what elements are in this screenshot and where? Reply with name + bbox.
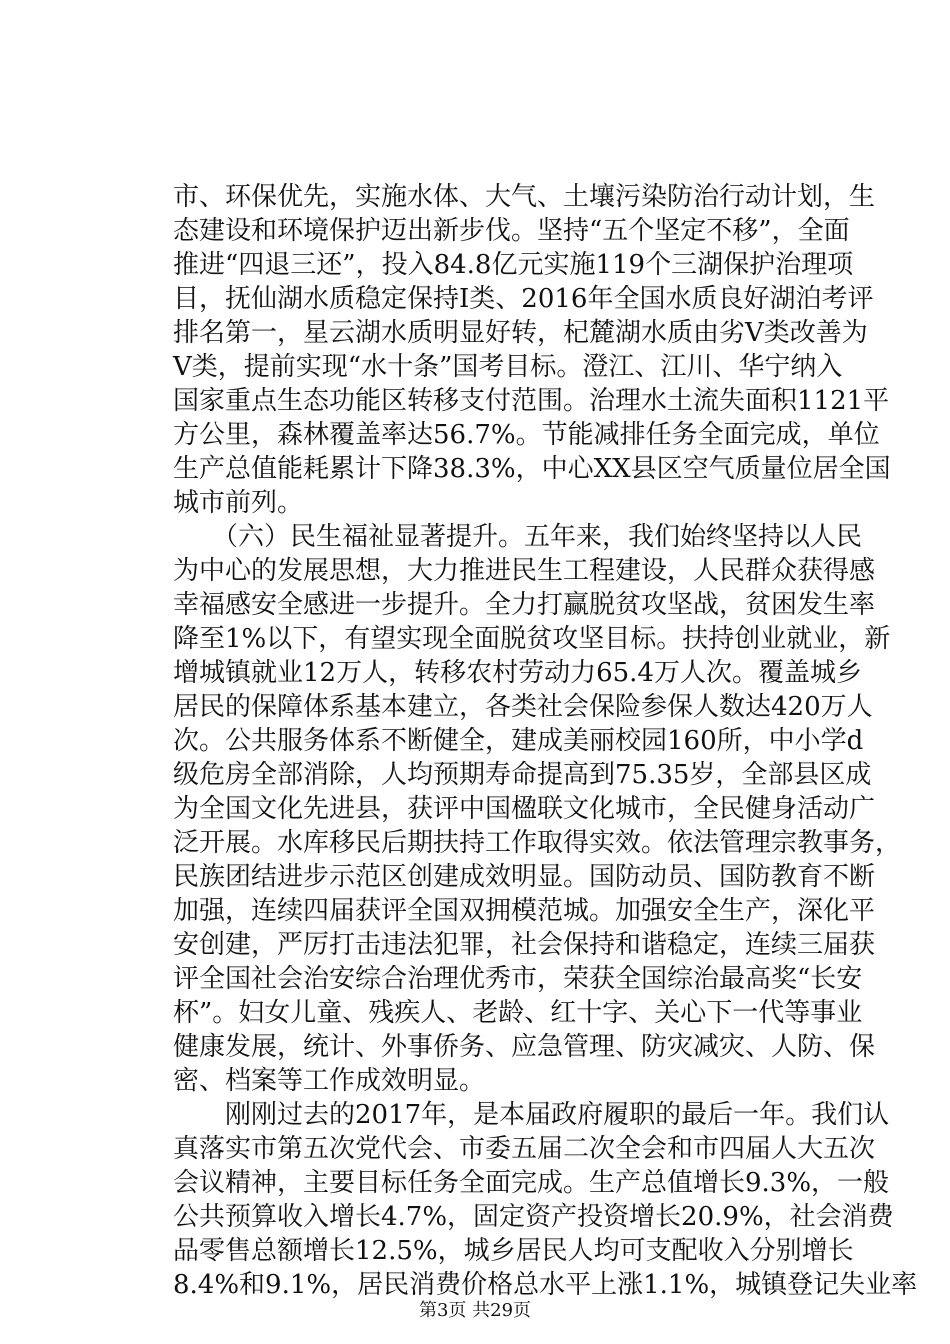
page-number-footer: 第3页 共29页 (418, 1300, 532, 1321)
text-line: 国家重点生态功能区转移支付范围。治理水土流失面积1121平 (173, 386, 890, 416)
text-line: 加强，连续四届获评全国双拥模范城。加强安全生产，深化平 (173, 896, 876, 926)
text-line: （六）民生福祉显著提升。五年来，我们始终坚持以人民 (173, 522, 863, 552)
text-line: 生产总值能耗累计下降38.3%，中心XX县区空气质量位居全国 (173, 454, 891, 484)
text-line: 8.4%和9.1%，居民消费价格总水平上涨1.1%，城镇登记失业率 (173, 1270, 918, 1300)
text-line: 健康发展，统计、外事侨务、应急管理、防灾减灾、人防、保 (173, 1032, 876, 1062)
text-line: 杯”。妇女儿童、残疾人、老龄、红十字、关心下一代等事业 (173, 998, 863, 1028)
text-line: 真落实市第五次党代会、市委五届二次全会和市四届人大五次 (173, 1134, 876, 1164)
text-line: 方公里，森林覆盖率达56.7%。节能减排任务全面完成，单位 (173, 420, 880, 450)
text-line: 级危房全部消除，人均预期寿命提高到75.35岁，全部县区成 (173, 760, 872, 790)
text-line: 目，抚仙湖水质稳定保持Ⅰ类、2016年全国水质良好湖泊考评 (173, 284, 874, 314)
text-line: 民族团结进步示范区创建成效明显。国防动员、国防教育不断 (173, 862, 876, 892)
text-line: 居民的保障体系基本建立，各类社会保险参保人数达420万人 (173, 692, 873, 722)
text-line: 次。公共服务体系不断健全，建成美丽校园160所，中小学d (173, 726, 864, 756)
text-line: 为中心的发展思想，大力推进民生工程建设，人民群众获得感 (173, 556, 876, 586)
text-line: 为全国文化先进县，获评中国楹联文化城市，全民健身活动广 (173, 794, 876, 824)
text-line: 刚刚过去的2017年，是本届政府履职的最后一年。我们认 (173, 1100, 890, 1130)
text-line: 降至1%以下，有望实现全面脱贫攻坚目标。扶持创业就业，新 (173, 624, 891, 654)
text-line: 推进“四退三还”，投入84.8亿元实施119个三湖保护治理项 (173, 250, 854, 280)
text-line: 会议精神，主要目标任务全面完成。生产总值增长9.3%，一般 (173, 1168, 890, 1198)
text-line: 泛开展。水库移民后期扶持工作取得实效。依法管理宗教事务， (173, 828, 902, 858)
text-line: 安创建，严厉打击违法犯罪，社会保持和谐稳定，连续三届获 (173, 930, 876, 960)
text-line: 态建设和环境保护迈出新步伐。坚持“五个坚定不移”，全面 (173, 216, 850, 246)
text-line: 评全国社会治安综合治理优秀市，荣获全国综治最高奖“长安 (173, 964, 863, 994)
text-line: 品零售总额增长12.5%，城乡居民人均可支配收入分别增长 (173, 1236, 854, 1266)
text-line: 公共预算收入增长4.7%，固定资产投资增长20.9%，社会消费 (173, 1202, 894, 1232)
text-line: 增城镇就业12万人，转移农村劳动力65.4万人次。覆盖城乡 (173, 658, 862, 688)
text-line: 市、环保优先，实施水体、大气、土壤污染防治行动计划，生 (173, 182, 876, 212)
text-line: 幸福感安全感进一步提升。全力打赢脱贫攻坚战，贫困发生率 (173, 590, 876, 620)
text-line: 排名第一，星云湖水质明显好转，杞麓湖水质由劣Ⅴ类改善为 (173, 318, 868, 348)
text-line: Ⅴ类，提前实现“水十条”国考目标。澄江、江川、华宁纳入 (173, 352, 843, 382)
text-line: 城市前列。 (173, 488, 304, 518)
text-line: 密、档案等工作成效明显。 (173, 1066, 486, 1096)
